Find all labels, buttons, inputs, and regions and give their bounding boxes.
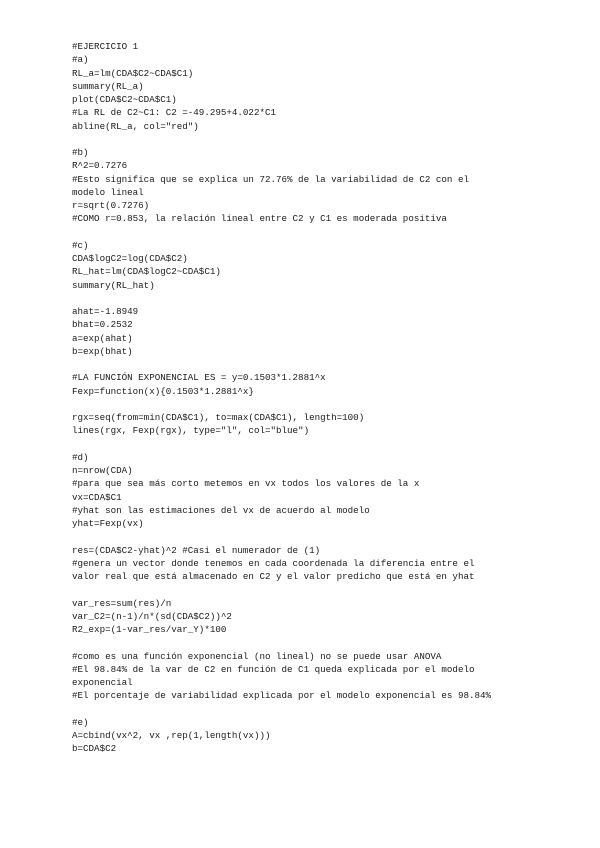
code-line: #a)	[72, 54, 89, 66]
code-line: #El 98.84% de la var de C2 en función de C1 queda explicada por el modelo	[72, 663, 475, 675]
code-line: rgx=seq(from=min(CDA$C1), to=max(CDA$C1), length=100)	[72, 412, 365, 423]
code-line: R2_exp=(1-var_res/var_Y)*100	[72, 624, 227, 635]
code-line: plot(CDA$C2~CDA$C1)	[72, 94, 177, 105]
code-line: n=nrow(CDA)	[72, 465, 133, 476]
code-line: summary(RL_hat)	[72, 279, 155, 291]
code-line: RL_hat=lm(CDA$logC2~CDA$C1)	[72, 266, 221, 278]
blank-line	[72, 133, 562, 146]
code-line: #c)	[72, 239, 89, 251]
code-line: #genera un vector donde tenemos en cada coordenada la diferencia entre el	[72, 557, 475, 569]
blank-line	[72, 292, 562, 305]
code-line: abline(RL_a, col="red")	[72, 120, 199, 132]
blank-line	[72, 358, 562, 371]
code-line: exponencial	[72, 677, 133, 688]
code-line: var_C2=(n-1)/n*(sd(CDA$C2))^2	[72, 610, 232, 622]
blank-line	[72, 438, 562, 451]
code-line: RL_a=lm(CDA$C2~CDA$C1)	[72, 67, 194, 79]
code-line: ahat=-1.8949	[72, 306, 139, 317]
code-line: #b)	[72, 147, 89, 158]
code-line: yhat=Fexp(vx)	[72, 518, 144, 529]
code-line: r=sqrt(0.7276)	[72, 200, 150, 211]
code-line: A=cbind(vx^2, vx ,rep(1,length(vx)))	[72, 730, 271, 741]
blank-line	[72, 398, 562, 411]
code-line: vx=CDA$C1	[72, 491, 122, 503]
code-line: #La RL de C2~C1: C2 =-49.295+4.022*C1	[72, 107, 276, 119]
code-line: #LA FUNCIÓN EXPONENCIAL ES = y=0.1503*1.2881^x	[72, 372, 326, 384]
code-line: #El porcentaje de variabilidad explicada por el modelo exponencial es 98.84%	[72, 690, 492, 702]
code-line: #Esto significa que se explica un 72.76% de la variabilidad de C2 con el	[72, 173, 469, 185]
code-line: Fexp=function(x){0.1503*1.2881^x}	[72, 385, 254, 397]
code-line: a=exp(ahat)	[72, 332, 133, 344]
code-line: lines(rgx, Fexp(rgx), type="l", col="blue")	[72, 425, 310, 437]
code-line: #e)	[72, 716, 89, 728]
code-line: #para que sea más corto metemos en vx todos los valores de la x	[72, 478, 420, 490]
code-line: #yhat son las estimaciones del vx de acuerdo al modelo	[72, 504, 370, 516]
code-block	[72, 40, 562, 756]
code-line: var_res=sum(res)/n	[72, 597, 172, 609]
code-line: #EJERCICIO 1	[72, 41, 139, 52]
blank-line	[72, 583, 562, 596]
code-line: CDA$logC2=log(CDA$C2)	[72, 253, 188, 264]
code-line: #como es una función exponencial (no lineal) no se puede usar ANOVA	[72, 650, 442, 662]
code-line: res=(CDA$C2-yhat)^2 #Casi el numerador de (1)	[72, 544, 321, 556]
code-line: #d)	[72, 451, 89, 463]
code-line: b=CDA$C2	[72, 743, 117, 755]
code-line: R^2=0.7276	[72, 160, 128, 172]
code-line: valor real que está almacenado en C2 y el valor predicho que está en yhat	[72, 571, 475, 582]
blank-line	[72, 703, 562, 716]
code-line: summary(RL_a)	[72, 80, 144, 92]
blank-line	[72, 636, 562, 649]
blank-line	[72, 226, 562, 239]
code-line: bhat=0.2532	[72, 319, 133, 331]
blank-line	[72, 530, 562, 543]
code-line: modelo lineal	[72, 186, 144, 198]
code-line: b=exp(bhat)	[72, 345, 133, 357]
code-line: #COMO r=0.853, la relación lineal entre C2 y C1 es moderada positiva	[72, 213, 447, 225]
